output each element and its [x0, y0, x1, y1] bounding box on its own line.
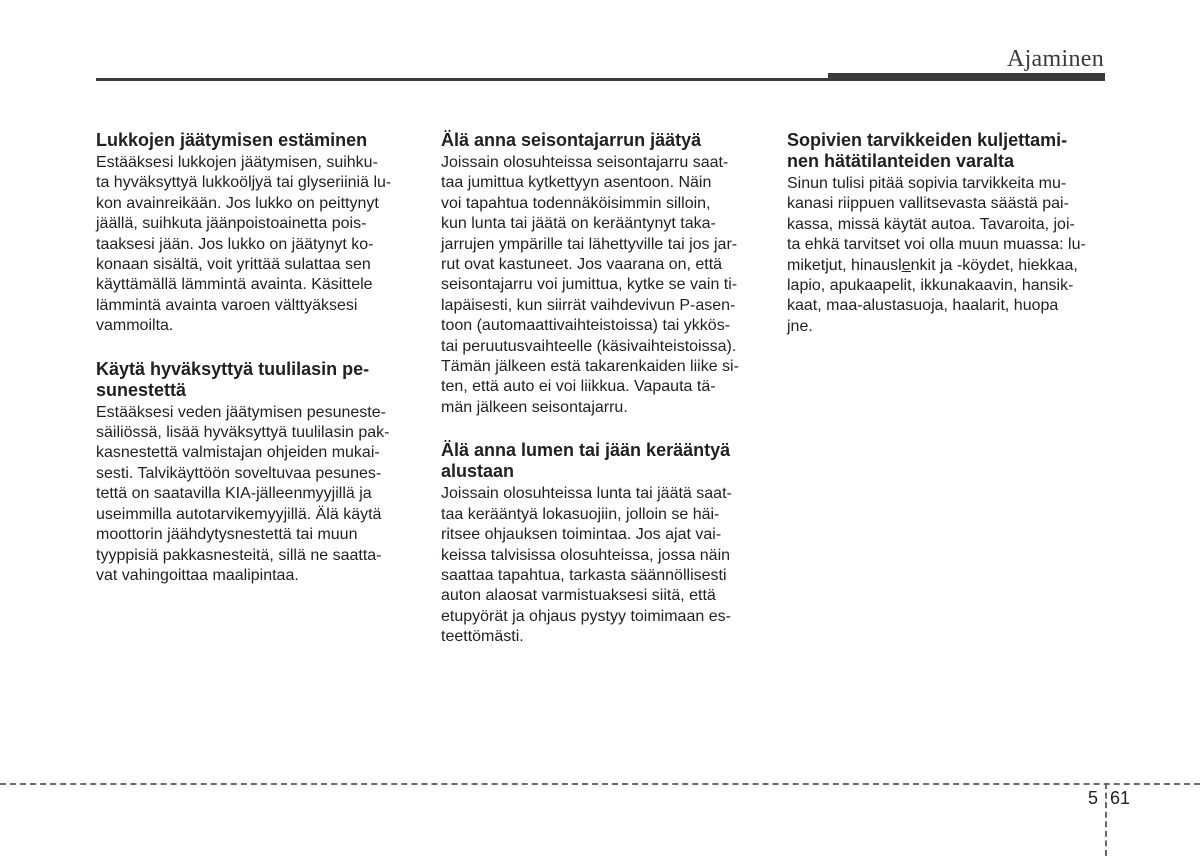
section-heading: Älä anna seisontajarrun jäätyä — [441, 130, 702, 150]
text-column-1 — [96, 130, 414, 608]
header-rule — [96, 78, 828, 81]
section-body: Estääksesi lukkojen jäätymisen, suihku- ta hyväksyttyä lukkoöljyä tai glyseriiniä lu- kon avainreikään. Jos lukko on peittynyt jäällä, suihkuta jäänpoistoainetta pois- taaksesi jään. Jos lukko on jäätynyt ko- konaan sisältä, voit yrittää sulattaa sen käyttämällä lämmintä avainta. Käsittele lämmintä avainta varoen välttyäksesi vammoilta. — [96, 154, 392, 335]
section-heading: Lukkojen jäätymisen estäminen — [96, 130, 368, 150]
section-emergency-supplies — [787, 130, 1105, 337]
page-number: 61 — [1110, 788, 1131, 808]
section-body: Sinun tulisi pitää sopivia tarvikkeita mu- kanasi riippuen vallitsevasta säästä pai- kassa, missä käytät autoa. Tavaroita, joi- ta ehkä tarvitset voi olla muun muassa: lu- miketjut, hinausle̲nkit ja -köydet, hiekkaa, lapio, apukaapelit, ikkunakaavin, hansik- kaat, maa-alustasuoja, haalarit, huopa jne. — [787, 175, 1086, 335]
text-column-2 — [441, 130, 759, 670]
section-body: Joissain olosuhteissa lunta tai jäätä saat- taa kerääntyä lokasuojiin, jolloin se häi- ritsee ohjauksen toimintaa. Jos ajat vai- keissa talvisissa olosuhteissa, jossa näin saattaa tapahtua, tarkasta säännöllisesti auton alaosat varmistuaksesi siitä, että etupyörät ja ohjaus pystyy toimimaan es- teettömästi. — [441, 485, 732, 646]
section-body: Joissain olosuhteissa seisontajarru saat- taa jumittua kytkettyyn asentoon. Näin voi tapahtua todennäköisimmin silloin, kun lunta tai jäätä on kerääntynyt taka- jarrujen ympärille tai lähettyville tai jos jar- rut ovat kastuneet. Jos vaarana on, että seisontajarru voi jumittua, kytke se vain ti- lapäisesti, kun siirrät vaihdevivun P-asen- toon (automaattivaihteistoissa) tai ykkös- tai peruutusvaihteelle (käsivaihteistoissa). Tämän jälkeen estä takarenkaiden liike si- ten, että auto ei voi liikkua. Vapauta tä- män jälkeen seisontajarru. — [441, 154, 739, 416]
footer-dashed-rule — [0, 783, 1200, 785]
section-body: Estääksesi veden jäätymisen pesuneste- säiliössä, lisää hyväksyttyä tuulilasin pak- kasnestettä valmistajan ohjeiden mukai- sesti. Talvikäyttöön soveltuvaa pesunes- tettä on saatavilla KIA-jälleenmyyjillä ja useimmilla autotarvikemyyjillä. Älä käytä moottorin jäähdytysnestettä tai muun tyyppisiä pakkasnesteitä, sillä ne saatta- vat vahingoittaa maalipintaa. — [96, 403, 390, 584]
page-header-title: Ajaminen — [1006, 46, 1104, 72]
section-heading: Älä anna lumen tai jään kerääntyä alustaan — [441, 440, 731, 482]
text-column-3 — [787, 130, 1105, 359]
section-washer-fluid — [96, 359, 414, 587]
section-underbody-snow — [441, 440, 759, 647]
chapter-number: 5 — [1088, 788, 1099, 808]
section-heading: Käytä hyväksyttyä tuulilasin pe- sunestettä — [96, 358, 370, 400]
footer-dashed-divider — [1105, 783, 1107, 856]
section-parking-brake — [441, 130, 759, 418]
header-rule-accent — [828, 73, 1105, 81]
section-heading: Sopivien tarvikkeiden kuljettami- nen hätätilanteiden varalta — [787, 130, 1068, 171]
section-lock-freezing — [96, 130, 414, 337]
